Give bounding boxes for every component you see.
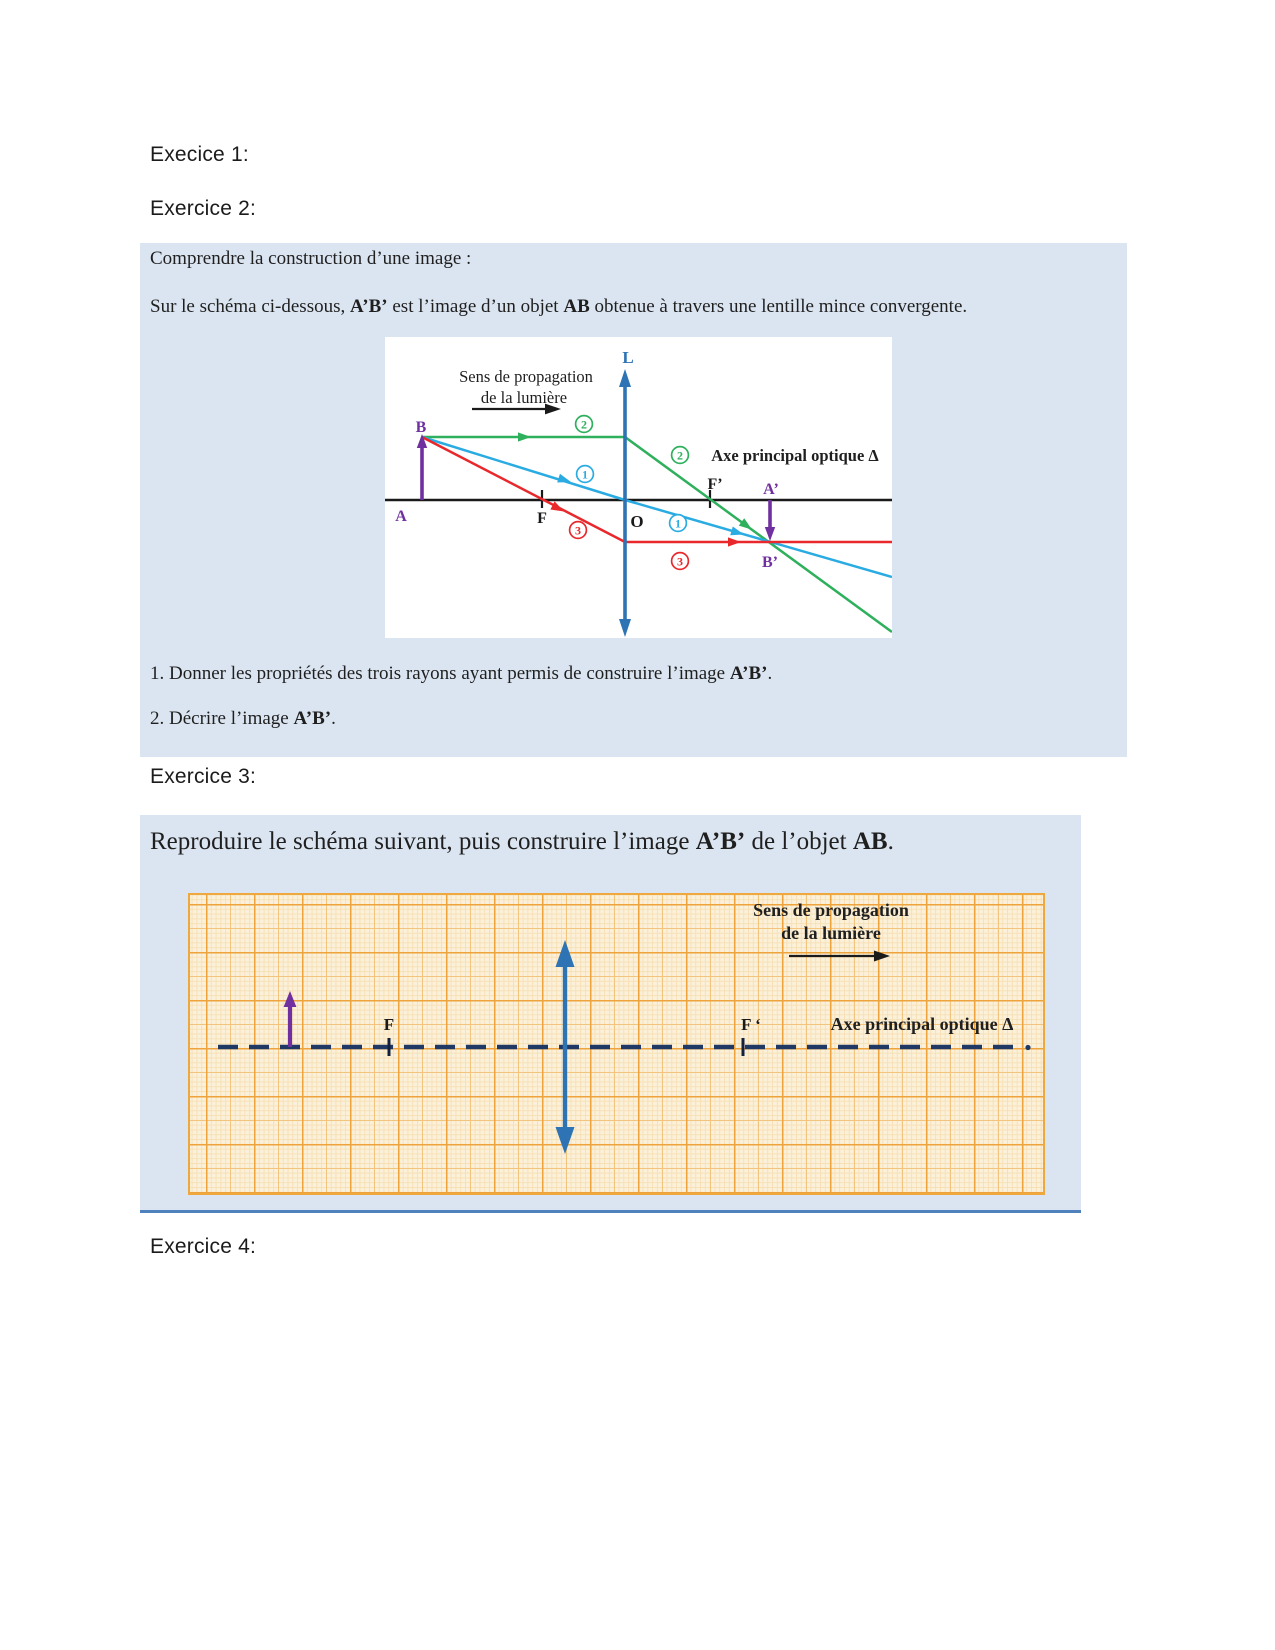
statement-part1: Sur le schéma ci-dessous, bbox=[150, 296, 350, 317]
statement-part3: obtenue à travers une lentille mince convergente. bbox=[589, 296, 968, 317]
ray-1-badge-before bbox=[577, 466, 594, 483]
ray-3-badge-after bbox=[672, 553, 689, 570]
millimeter-graph-paper bbox=[188, 893, 1045, 1195]
ex3-title-part1: Reproduire le schéma suivant, puis construire l’image bbox=[150, 828, 696, 855]
point-O-label: O bbox=[630, 512, 644, 531]
svg-text:2: 2 bbox=[581, 417, 587, 432]
svg-text:2: 2 bbox=[677, 448, 683, 463]
point-Aprime-label: A’ bbox=[763, 481, 779, 498]
ray-1-arrowhead-icon bbox=[557, 474, 572, 487]
statement-object-name: AB bbox=[563, 296, 590, 317]
svg-text:3: 3 bbox=[677, 554, 683, 569]
svg-text:1: 1 bbox=[582, 467, 588, 482]
direction-label-line2: de la lumière bbox=[480, 388, 568, 407]
lens-ray-diagram-svg bbox=[385, 337, 892, 638]
exercise2-intro: Comprendre la construction d’une image : bbox=[150, 248, 472, 269]
q1-part1: 1. Donner les propriétés des trois rayons ayant permis de construire l’image bbox=[150, 663, 730, 684]
ray-3-arrowhead2-icon bbox=[728, 537, 741, 546]
ray-3-badge-before bbox=[570, 522, 587, 539]
point-Fprime-label: F’ bbox=[707, 476, 723, 493]
lens-arrowhead-top-icon bbox=[556, 940, 575, 967]
axis-label: Axe principal optique Δ bbox=[830, 1014, 1014, 1034]
exercise3-title bbox=[150, 827, 894, 857]
axis-end-dot bbox=[1025, 1045, 1030, 1050]
statement-image-name: A’B’ bbox=[349, 296, 388, 317]
point-Bprime-label: B’ bbox=[762, 554, 778, 571]
q1-part2: . bbox=[767, 663, 773, 684]
exercise3-panel bbox=[140, 815, 1081, 1213]
point-B-label: B bbox=[415, 419, 427, 436]
ray-2-parallel-green bbox=[422, 437, 892, 632]
ray-1-badge-after bbox=[670, 515, 687, 532]
q2-part1: 2. Décrire l’image bbox=[150, 708, 294, 729]
axis-label: Axe principal optique Δ bbox=[711, 446, 879, 465]
heading-exercice-4: Exercice 4: bbox=[150, 1235, 257, 1258]
ex3-title-image-name: A’B’ bbox=[695, 828, 746, 855]
ex3-title-object-name: AB bbox=[852, 828, 888, 855]
lens-label: L bbox=[622, 348, 634, 367]
direction-label-line1: Sens de propagation bbox=[753, 900, 909, 920]
exercise2-question2 bbox=[150, 707, 336, 731]
heading-exercice-1: Execice 1: bbox=[150, 143, 249, 166]
lens-arrowhead-bottom-icon bbox=[619, 619, 631, 637]
ray-2-badge-before bbox=[576, 416, 593, 433]
ray-1-arrowhead2-icon bbox=[730, 526, 745, 538]
exercise2-panel bbox=[140, 243, 1127, 757]
statement-part2: est l’image d’un objet bbox=[387, 296, 564, 317]
heading-exercice-2: Exercice 2: bbox=[150, 197, 257, 220]
heading-exercice-3: Exercice 3: bbox=[150, 765, 257, 788]
direction-label-line2: de la lumière bbox=[781, 923, 881, 943]
svg-text:1: 1 bbox=[675, 516, 681, 531]
q2-image-name: A’B’ bbox=[293, 708, 332, 729]
exercise2-statement bbox=[150, 295, 967, 319]
q2-part2: . bbox=[331, 708, 336, 729]
lens-arrowhead-bottom-icon bbox=[556, 1127, 575, 1154]
ray-2-badge-after bbox=[672, 447, 689, 464]
exercise2-question1 bbox=[150, 662, 772, 686]
direction-label-line1: Sens de propagation bbox=[459, 367, 593, 386]
point-F-label: F bbox=[383, 1015, 395, 1034]
lens-arrowhead-top-icon bbox=[619, 369, 631, 387]
object-arrowhead-icon bbox=[284, 991, 297, 1007]
point-A-label: A bbox=[395, 508, 407, 525]
exercise3-diagram-svg bbox=[190, 895, 1043, 1193]
point-F-label: F bbox=[537, 510, 547, 527]
lens-ray-diagram bbox=[385, 337, 892, 638]
point-Fprime-label: F ‘ bbox=[741, 1015, 761, 1034]
ex3-title-part2: de l’objet bbox=[745, 828, 853, 855]
q1-image-name: A’B’ bbox=[729, 663, 768, 684]
ray-2-arrowhead-icon bbox=[518, 432, 531, 441]
light-direction-arrowhead-icon bbox=[874, 951, 890, 962]
ex3-title-part3: . bbox=[887, 828, 894, 855]
svg-text:3: 3 bbox=[575, 523, 581, 538]
